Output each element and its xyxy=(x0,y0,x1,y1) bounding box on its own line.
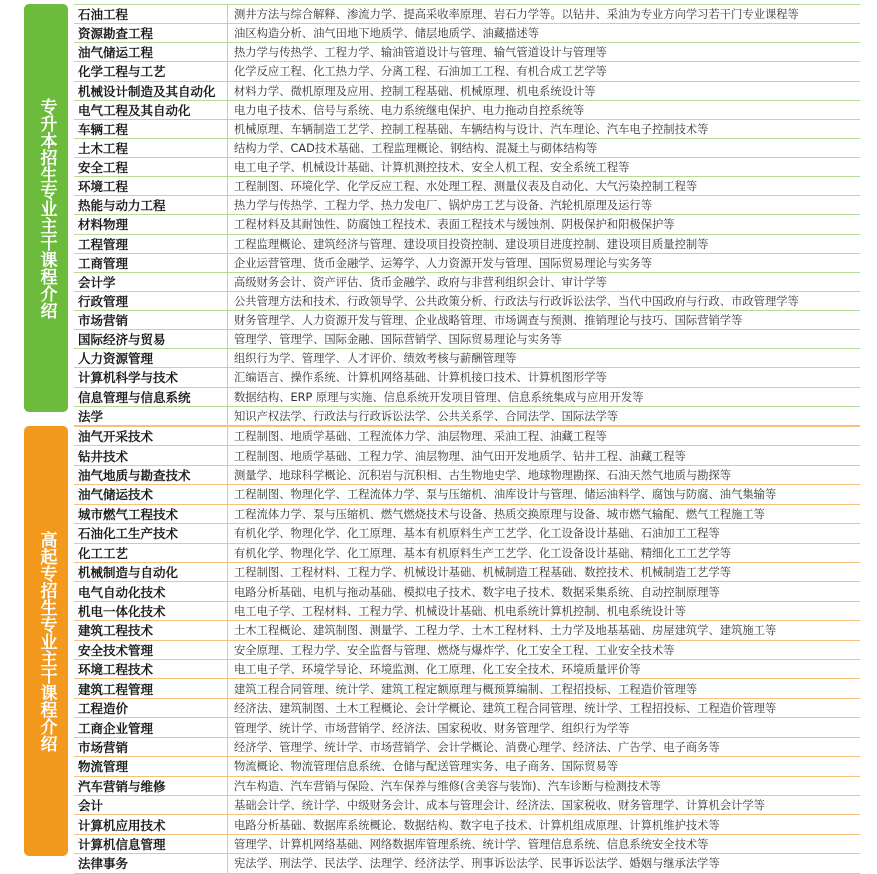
major-courses: 热力学与传热学、工程力学、输油管道设计与管理、输气管道设计与管理等 xyxy=(234,46,607,60)
table-row xyxy=(74,254,860,273)
major-name: 城市燃气工程技术 xyxy=(74,505,228,523)
major-name: 法律事务 xyxy=(74,854,228,872)
major-courses: 工程制图、工程材料、工程力学、机械设计基础、机械制造工程基础、数控技术、机械制造工艺学等 xyxy=(234,566,732,580)
major-courses: 有机化学、物理化学、化工原理、基本有机原料生产工艺学、化工设备设计基础、石油加工工程等 xyxy=(234,527,720,541)
table-row xyxy=(74,602,860,621)
table-row xyxy=(74,446,860,465)
major-courses: 电工电子学、机械设计基础、计算机测控技术、安全人机工程、安全系统工程等 xyxy=(234,161,630,175)
section-title: 高起专招生专业主干课程介绍 xyxy=(36,530,57,752)
table-row xyxy=(74,368,860,387)
section-title: 专升本招生专业主干课程介绍 xyxy=(36,97,57,319)
major-courses: 工程流体力学、泵与压缩机、燃气燃烧技术与设备、热质交换原理与设备、城市燃气输配、燃气工程施工等 xyxy=(234,507,765,521)
table-row xyxy=(74,427,860,446)
major-name: 工商企业管理 xyxy=(74,718,228,736)
major-courses: 材料力学、微机原理及应用、控制工程基础、机械原理、机电系统设计等 xyxy=(234,84,596,98)
table-row xyxy=(74,660,860,679)
table-row xyxy=(74,101,860,120)
table-row xyxy=(74,505,860,524)
major-name: 电气工程及其自动化 xyxy=(74,101,228,119)
table-row xyxy=(74,777,860,796)
table-row xyxy=(74,641,860,660)
major-name: 建筑工程技术 xyxy=(74,621,228,639)
major-name: 油气地质与勘查技术 xyxy=(74,466,228,484)
major-courses: 汽车构造、汽车营销与保险、汽车保养与维修(含美容与装饰)、汽车诊断与检测技术等 xyxy=(234,779,661,793)
major-courses: 电工电子学、工程材料、工程力学、机械设计基础、机电系统计算机控制、机电系统设计等 xyxy=(234,605,686,618)
major-courses: 化学反应工程、化工热力学、分离工程、石油加工工程、有机合成工艺学等 xyxy=(234,65,607,79)
major-name: 国际经济与贸易 xyxy=(74,330,228,348)
college-diploma-section xyxy=(24,426,860,872)
table-row xyxy=(74,621,860,640)
table-row xyxy=(74,235,860,254)
table-row xyxy=(74,24,860,43)
table-row xyxy=(74,485,860,504)
table-row xyxy=(74,699,860,718)
major-courses: 热力学与传热学、工程力学、热力发电厂、锅炉房工艺与设备、汽轮机原理及运行等 xyxy=(234,199,652,213)
major-name: 工商管理 xyxy=(74,254,228,272)
major-name: 电气自动化技术 xyxy=(74,582,228,600)
major-courses: 工程材料及其耐蚀性、防腐蚀工程技术、表面工程技术与缓蚀剂、阴极保护和阳极保护等 xyxy=(234,218,675,232)
table-row xyxy=(74,679,860,698)
major-name: 环境工程技术 xyxy=(74,660,228,678)
table-row xyxy=(74,718,860,737)
section-sidebar xyxy=(24,4,68,412)
major-name: 机电一体化技术 xyxy=(74,602,228,620)
major-courses: 管理学、计算机网络基础、网络数据库管理系统、统计学、管理信息系统、信息系统安全技术等 xyxy=(234,838,709,852)
major-courses: 经济学、管理学、统计学、市场营销学、会计学概论、消费心理学、经济法、广告学、电子商务等 xyxy=(234,740,720,754)
major-name: 机械设计制造及其自动化 xyxy=(74,82,228,100)
table-row xyxy=(74,215,860,234)
major-name: 钻井技术 xyxy=(74,446,228,464)
major-courses: 安全原理、工程力学、安全监督与管理、燃烧与爆炸学、化工安全工程、工业安全技术等 xyxy=(234,643,675,657)
major-courses: 管理学、统计学、市场营销学、经济法、国家税收、财务管理学、组织行为学等 xyxy=(234,721,630,735)
major-courses: 公共管理方法和技术、行政领导学、公共政策分析、行政法与行政诉讼法学、当代中国政府与行政、市政管理学等 xyxy=(234,294,799,308)
table-row xyxy=(74,158,860,177)
major-name: 安全工程 xyxy=(74,158,228,176)
table-row xyxy=(74,177,860,196)
major-courses: 电路分析基础、电机与拖动基础、模拟电子技术、数字电子技术、数据采集系统、自动控制原理等 xyxy=(234,585,720,599)
section-sidebar xyxy=(24,426,68,856)
major-courses: 测量学、地球科学概论、沉积岩与沉积相、古生物地史学、地球物理勘探、石油天然气地质与勘探等 xyxy=(234,469,732,483)
table-row xyxy=(74,796,860,815)
major-name: 石油工程 xyxy=(74,5,228,23)
major-courses: 财务管理学、人力资源开发与管理、企业战略管理、市场调查与预测、推销理论与技巧、国际营销学等 xyxy=(234,314,743,328)
major-table xyxy=(74,426,860,874)
table-row xyxy=(74,139,860,158)
major-courses: 电力电子技术、信号与系统、电力系统继电保护、电力拖动自控系统等 xyxy=(234,103,585,117)
major-name: 建筑工程管理 xyxy=(74,679,228,697)
table-row xyxy=(74,311,860,330)
table-row xyxy=(74,349,860,368)
table-row xyxy=(74,330,860,349)
major-name: 计算机应用技术 xyxy=(74,815,228,833)
major-courses: 工程制图、地质学基础、工程流体力学、油层物理、采油工程、油藏工程等 xyxy=(234,430,607,444)
table-row xyxy=(74,62,860,81)
major-name: 会计 xyxy=(74,796,228,814)
major-name: 化工工艺 xyxy=(74,544,228,562)
major-name: 人力资源管理 xyxy=(74,349,228,367)
major-courses: 知识产权法学、行政法与行政诉讼法学、公共关系学、合同法学、国际法学等 xyxy=(234,409,619,423)
major-name: 计算机科学与技术 xyxy=(74,368,228,386)
table-row xyxy=(74,388,860,407)
major-courses: 工程制图、环境化学、化学反应工程、水处理工程、测量仪表及自动化、大气污染控制工程等 xyxy=(234,180,698,194)
major-courses: 汇编语言、操作系统、计算机网络基础、计算机接口技术、计算机图形学等 xyxy=(234,371,607,385)
table-row xyxy=(74,563,860,582)
major-courses: 数据结构、ERP 原理与实施、信息系统开发项目管理、信息系统集成与应用开发等 xyxy=(234,390,644,404)
table-row xyxy=(74,757,860,776)
major-name: 环境工程 xyxy=(74,177,228,195)
table-row xyxy=(74,544,860,563)
major-courses: 宪法学、刑法学、民法学、法理学、经济法学、刑事诉讼法学、民事诉讼法学、婚姻与继承法学等 xyxy=(234,857,720,871)
table-row xyxy=(74,273,860,292)
major-courses: 工程制图、物理化学、工程流体力学、泵与压缩机、油库设计与管理、储运油料学、腐蚀与防腐、油气集输等 xyxy=(234,488,777,502)
table-row xyxy=(74,82,860,101)
major-name: 工程造价 xyxy=(74,699,228,717)
major-courses: 工程监理概论、建筑经济与管理、建设项目投资控制、建设项目进度控制、建设项目质量控制等 xyxy=(234,237,709,251)
major-courses: 电工电子学、环境学导论、环境监测、化工原理、化工安全技术、环境质量评价等 xyxy=(234,663,641,677)
major-name: 热能与动力工程 xyxy=(74,196,228,214)
undergrad-upgrade-section xyxy=(24,4,860,424)
major-courses: 物流概论、物流管理信息系统、仓储与配送管理实务、电子商务、国际贸易等 xyxy=(234,760,619,774)
major-name: 行政管理 xyxy=(74,292,228,310)
table-row xyxy=(74,43,860,62)
major-name: 石油化工生产技术 xyxy=(74,524,228,542)
major-name: 油气开采技术 xyxy=(74,427,228,445)
table-row xyxy=(74,582,860,601)
major-name: 安全技术管理 xyxy=(74,641,228,659)
major-courses: 结构力学、CAD技术基础、工程监理概论、钢结构、混凝土与砌体结构等 xyxy=(234,141,598,155)
major-name: 油气储运工程 xyxy=(74,43,228,61)
major-courses: 油区构造分析、油气田地下地质学、储层地质学、油藏描述等 xyxy=(234,27,540,41)
major-courses: 组织行为学、管理学、人才评价、绩效考核与薪酬管理等 xyxy=(234,352,517,366)
major-name: 工程管理 xyxy=(74,235,228,253)
table-row xyxy=(74,835,860,854)
major-courses: 机械原理、车辆制造工艺学、控制工程基础、车辆结构与设计、汽车理论、汽车电子控制技术等 xyxy=(234,122,709,136)
table-row xyxy=(74,738,860,757)
major-courses: 建筑工程合同管理、统计学、建筑工程定额原理与概预算编制、工程招投标、工程造价管理等 xyxy=(234,682,698,696)
major-courses: 高级财务会计、资产评估、货币金融学、政府与非营利组织会计、审计学等 xyxy=(234,275,607,289)
major-courses: 基础会计学、统计学、中级财务会计、成本与管理会计、经济法、国家税收、财务管理学、计算机会计学等 xyxy=(234,799,765,813)
major-name: 资源勘查工程 xyxy=(74,24,228,42)
major-name: 市场营销 xyxy=(74,311,228,329)
major-courses: 管理学、管理学、国际金融、国际营销学、国际贸易理论与实务等 xyxy=(234,333,562,347)
major-name: 油气储运技术 xyxy=(74,485,228,503)
major-courses: 经济法、建筑制图、土木工程概论、会计学概论、建筑工程合同管理、统计学、工程招投标、工程造价管理等 xyxy=(234,702,777,716)
table-row xyxy=(74,854,860,873)
table-row xyxy=(74,5,860,24)
major-name: 车辆工程 xyxy=(74,120,228,138)
major-name: 机械制造与自动化 xyxy=(74,563,228,581)
major-name: 材料物理 xyxy=(74,215,228,233)
major-table xyxy=(74,4,860,426)
table-row xyxy=(74,196,860,215)
major-courses: 工程制图、地质学基础、工程力学、油层物理、油气田开发地质学、钻井工程、油藏工程等 xyxy=(234,449,686,463)
table-row xyxy=(74,292,860,311)
major-courses: 土木工程概论、建筑制图、测量学、工程力学、土木工程材料、土力学及地基基础、房屋建筑学、建筑施工等 xyxy=(234,624,777,638)
major-name: 物流管理 xyxy=(74,757,228,775)
major-courses: 电路分析基础、数据库系统概论、数据结构、数字电子技术、计算机组成原理、计算机维护技术等 xyxy=(234,818,720,832)
table-row xyxy=(74,120,860,139)
major-name: 计算机信息管理 xyxy=(74,835,228,853)
major-name: 市场营销 xyxy=(74,738,228,756)
table-row xyxy=(74,466,860,485)
major-courses: 测井方法与综合解释、渗流力学、提高采收率原理、岩石力学等。以钻井、采油为专业方向学习若干门专业课程等 xyxy=(234,8,799,22)
major-name: 土木工程 xyxy=(74,139,228,157)
major-name: 会计学 xyxy=(74,273,228,291)
major-courses: 企业运营管理、货币金融学、运筹学、人力资源开发与管理、国际贸易理论与实务等 xyxy=(234,256,652,270)
table-row xyxy=(74,815,860,834)
major-name: 化学工程与工艺 xyxy=(74,62,228,80)
major-name: 信息管理与信息系统 xyxy=(74,388,228,406)
table-row xyxy=(74,524,860,543)
major-name: 法学 xyxy=(74,407,228,425)
table-row xyxy=(74,407,860,426)
major-name: 汽车营销与维修 xyxy=(74,777,228,795)
major-courses: 有机化学、物理化学、化工原理、基本有机原料生产工艺学、化工设备设计基础、精细化工工艺学等 xyxy=(234,546,732,560)
